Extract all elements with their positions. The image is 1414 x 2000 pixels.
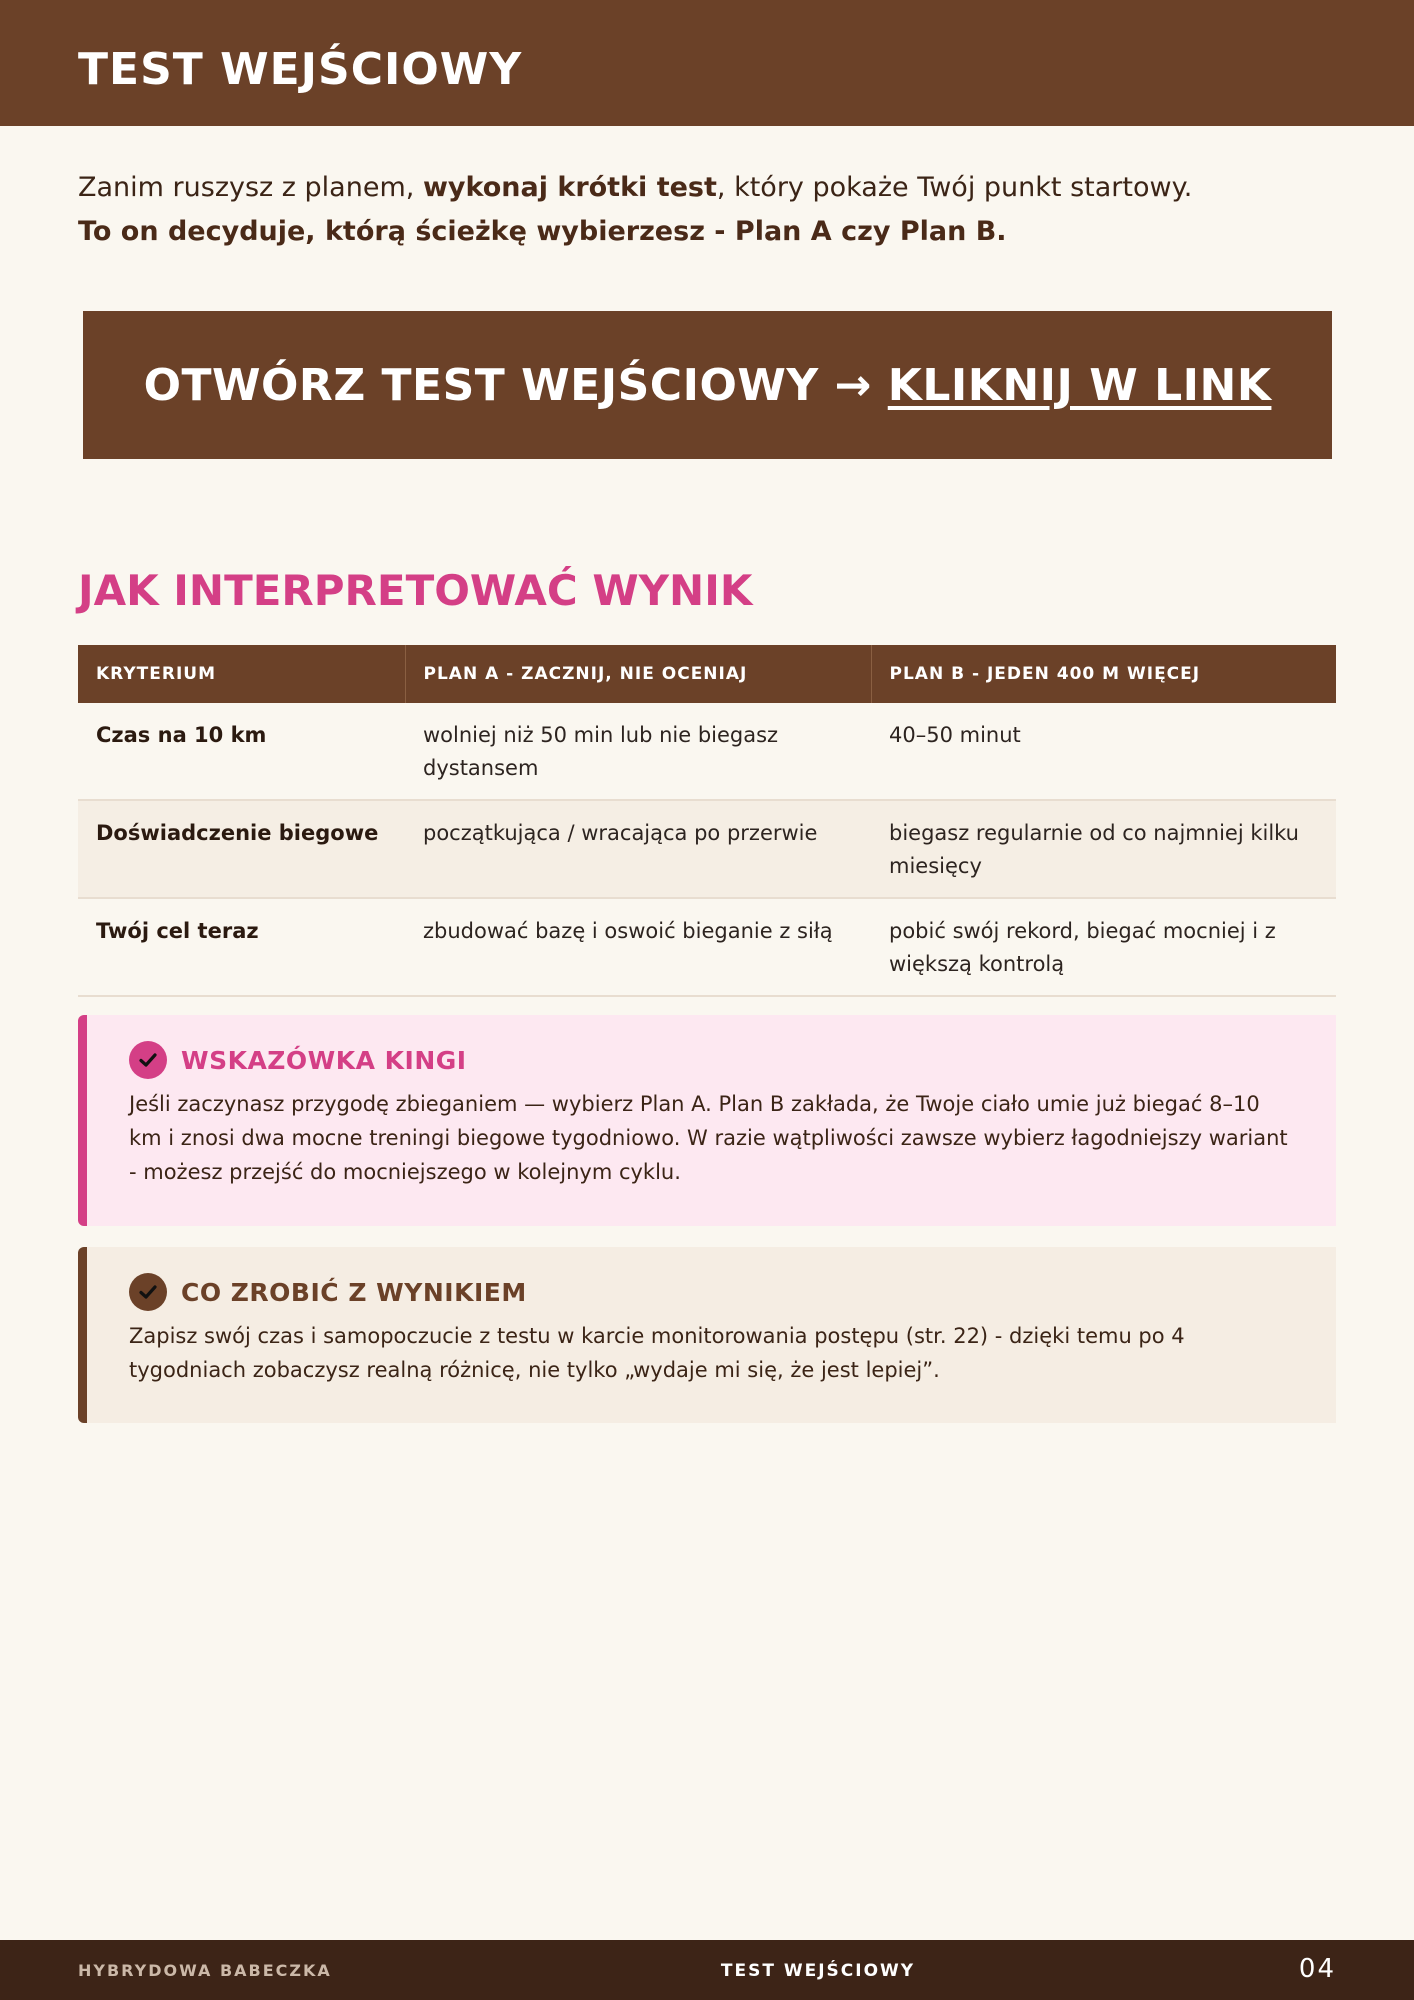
table-cell-criterion: Czas na 10 km bbox=[78, 703, 405, 800]
cta-text bbox=[144, 360, 1272, 411]
tip-box bbox=[78, 1015, 1336, 1226]
table-cell-plan-b: 40–50 minut bbox=[871, 703, 1336, 800]
intro-line-2 bbox=[78, 210, 1338, 254]
result-box bbox=[78, 1247, 1336, 1423]
result-header bbox=[129, 1273, 1296, 1311]
table-cell-criterion: Twój cel teraz bbox=[78, 898, 405, 996]
intro-line-2-bold: To on decyduje, którą ścieżkę wybierzesz - Plan A czy Plan B. bbox=[78, 216, 1007, 247]
footer-section: TEST WEJŚCIOWY bbox=[720, 1961, 916, 1981]
table-cell-criterion: Doświadczenie biegowe bbox=[78, 800, 405, 898]
table-cell-plan-a: zbudować bazę i oswoić bieganie z siłą bbox=[405, 898, 871, 996]
test-link[interactable]: KLIKNIJ W LINK bbox=[887, 359, 1272, 411]
table-cell-plan-b: biegasz regularnie od co najmniej kilku miesięcy bbox=[871, 800, 1336, 898]
table-header-plan-b: PLAN B - JEDEN 400 M WIĘCEJ bbox=[871, 645, 1336, 703]
tip-title: WSKAZÓWKA KINGI bbox=[181, 1045, 467, 1075]
intro-text bbox=[78, 166, 1338, 254]
check-circle-icon bbox=[129, 1273, 167, 1311]
page-title: TEST WEJŚCIOWY bbox=[78, 44, 523, 95]
table-header-criterion: KRYTERIUM bbox=[78, 645, 405, 703]
intro-text-b: , który pokaże Twój punkt startowy. bbox=[716, 172, 1193, 203]
intro-text-bold: wykonaj krótki test bbox=[422, 172, 717, 203]
check-circle-icon bbox=[129, 1041, 167, 1079]
intro-line-1 bbox=[78, 166, 1338, 210]
table-header-plan-a: PLAN A - ZACZNIJ, NIE OCENIAJ bbox=[405, 645, 871, 703]
cta-label: OTWÓRZ TEST WEJŚCIOWY → bbox=[143, 359, 888, 411]
table-header-row bbox=[78, 645, 1336, 703]
footer-brand: HYBRYDOWA BABECZKA bbox=[78, 1961, 332, 1980]
section-title: JAK INTERPRETOWAĆ WYNIK bbox=[78, 566, 753, 615]
result-title: CO ZROBIĆ Z WYNIKIEM bbox=[181, 1277, 527, 1307]
criteria-table bbox=[78, 645, 1336, 997]
table-row bbox=[78, 898, 1336, 996]
page-number: 04 bbox=[1298, 1954, 1336, 1984]
intro-text-a: Zanim ruszysz z planem, bbox=[78, 172, 423, 203]
table-row bbox=[78, 800, 1336, 898]
table-cell-plan-a: początkująca / wracająca po przerwie bbox=[405, 800, 871, 898]
open-test-banner bbox=[83, 311, 1332, 459]
table-cell-plan-b: pobić swój rekord, biegać mocniej i z większą kontrolą bbox=[871, 898, 1336, 996]
tip-body: Jeśli zaczynasz przygodę zbieganiem — wybierz Plan A. Plan B zakłada, że Twoje ciało umie już biegać 8–10 km i znosi dwa mocne treningi biegowe tygodniowo. W razie wątpliwości zawsze wybierz łagodniejszy wariant - możesz przejść do mocniejszego w kolejnym cyklu. bbox=[129, 1092, 1288, 1184]
table-cell-plan-a: wolniej niż 50 min lub nie biegasz dystansem bbox=[405, 703, 871, 800]
result-body: Zapisz swój czas i samopoczucie z testu w karcie monitorowania postępu (str. 22) - dzięki temu po 4 tygodniach zobaczysz realną różnicę, nie tylko „wydaje mi się, że jest lepiej”. bbox=[129, 1324, 1185, 1382]
table-row bbox=[78, 703, 1336, 800]
page-header bbox=[0, 0, 1414, 126]
page-footer bbox=[0, 1940, 1414, 2000]
tip-header bbox=[129, 1041, 1296, 1079]
